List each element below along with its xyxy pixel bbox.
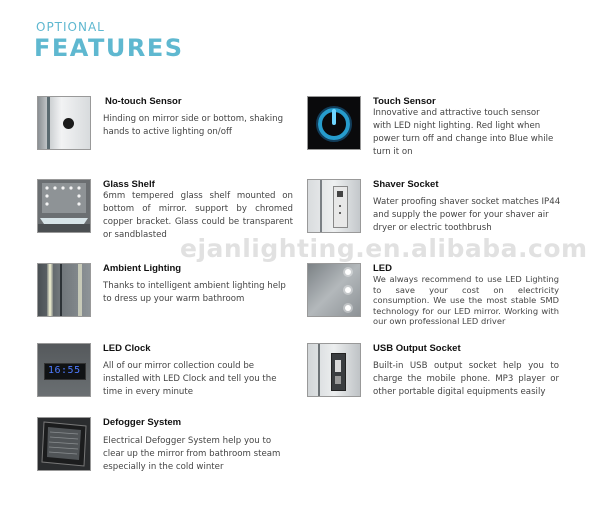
ambient-lighting-image [37, 263, 91, 317]
light-strip-icon [47, 264, 53, 317]
led-lights-icon [308, 264, 360, 316]
led-image [307, 263, 361, 317]
mirror-edge [320, 180, 322, 233]
feature-title: Touch Sensor [373, 96, 436, 107]
usb-socket-image [307, 343, 361, 397]
feature-shaver-socket [307, 179, 563, 239]
usb-port-icon [331, 353, 346, 391]
glass-shelf-icon [38, 180, 90, 232]
feature-title: No-touch Sensor [105, 96, 182, 107]
glass-shelf-image [37, 179, 91, 233]
clock-time: 16:55 [48, 365, 81, 376]
feature-description: Innovative and attractive touch sensor with LED night lighting. Red light when power turn off and change into Blue while turn it on [373, 108, 554, 157]
feature-led [307, 263, 563, 325]
socket-icon [333, 186, 348, 228]
feature-led-clock [37, 343, 292, 403]
feature-description: Electrical Defogger System help you to clear up the mirror from bathroom steam especially in the cold winter [103, 436, 281, 472]
feature-touch-sensor [307, 96, 557, 156]
feature-description: We always recommend to use LED Lighting to save your cost on electricity consumption. We use the most stable SMD technology for our LED mirror. Working with our own professional LED driver [373, 274, 559, 327]
feature-description: 6mm tempered glass shelf mounted on bottom of mirror. support by chromed copper bracket. Glass could be transparent or sandblasted [103, 191, 293, 240]
feature-title: Ambient Lighting [103, 263, 182, 274]
feature-description: Thanks to intelligent ambient lighting help to dress up your warm bathroom [103, 281, 286, 304]
feature-title: Shaver Socket [373, 179, 439, 190]
feature-no-touch-sensor [37, 96, 292, 156]
feature-description: Water proofing shaver socket matches IP44 and supply the power for your shaver air dryer or electric toothbrush [373, 197, 561, 233]
feature-title: USB Output Socket [373, 343, 461, 354]
feature-title: Defogger System [103, 417, 182, 428]
no-touch-sensor-image [37, 96, 91, 150]
watermark: ejanlighting.en.alibaba.com [180, 234, 588, 263]
mirror-edge [47, 97, 50, 150]
feature-title: Glass Shelf [103, 179, 155, 190]
section-subtitle: OPTIONAL [36, 20, 105, 34]
led-clock-image [37, 343, 91, 397]
sensor-dot-icon [63, 118, 74, 129]
section-title: FEATURES [34, 34, 184, 62]
feature-description: Hinding on mirror side or bottom, shaking hands to active lighting on/off [103, 114, 284, 137]
power-icon [308, 97, 360, 149]
touch-sensor-image [307, 96, 361, 150]
mirror-edge [318, 344, 320, 397]
feature-title: LED Clock [103, 343, 151, 354]
feature-description: All of our mirror collection could be installed with LED Clock and tell you the time in every minute [103, 361, 277, 397]
defogger-pad-icon [38, 418, 90, 470]
feature-ambient-lighting [37, 263, 292, 323]
shaver-socket-image [307, 179, 361, 233]
feature-description: Built-in USB output socket help you to charge the mobile phone. MP3 player or other portable digital equipments easily [373, 361, 559, 397]
feature-usb-output-socket [307, 343, 563, 403]
feature-defogger-system [37, 417, 292, 479]
feature-glass-shelf [37, 179, 292, 241]
feature-title: LED [373, 263, 392, 274]
clock-display [44, 363, 86, 380]
defogger-image [37, 417, 91, 471]
